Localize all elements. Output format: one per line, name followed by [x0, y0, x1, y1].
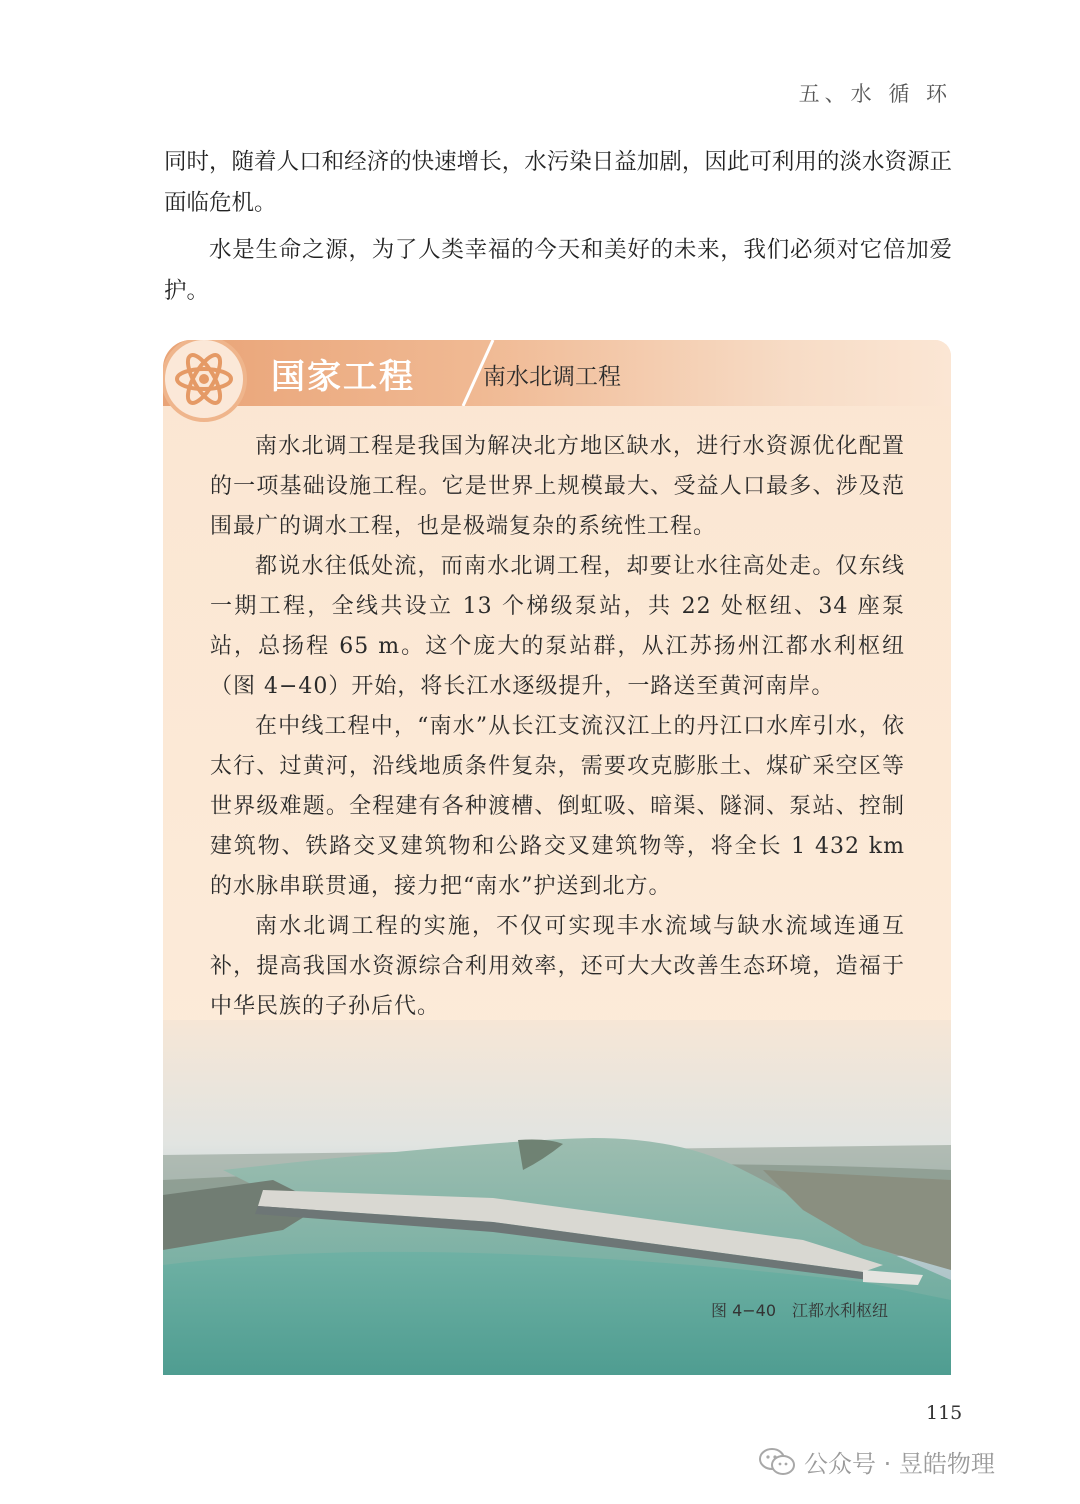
jiangdu-hub-photo [163, 1020, 951, 1375]
watermark [758, 1444, 995, 1479]
aerial-river-photo [163, 1020, 951, 1375]
watermark-text: 公众号 · 昱皓物理 [804, 1450, 995, 1478]
page-number: 115 [926, 1402, 963, 1424]
atom-icon [172, 347, 236, 411]
feature-body [210, 427, 905, 1027]
body-paragraph: 南水北调工程是我国为解决北方地区缺水，进行水资源优化配置的一项基础设施工程。它是世界上规模最大、受益人口最多、涉及范围最广的调水工程，也是极端复杂的系统性工程。 [210, 434, 905, 539]
intro-text [164, 142, 952, 318]
body-paragraph: 南水北调工程的实施，不仅可实现丰水流域与缺水流域连通互补，提高我国水资源综合利用效率，还可大大改善生态环境，造福于中华民族的子孙后代。 [210, 914, 905, 1019]
body-paragraph: 都说水往低处流，而南水北调工程，却要让水往高处走。仅东线一期工程，全线共设立 13 个梯级泵站，共 22 处枢纽、34 座泵站，总扬程 65 m。这个庞大的泵站群，从江苏扬州江都水利枢纽（图 4−40）开始，将长江水逐级提升，一路送至黄河南岸。 [210, 554, 906, 699]
feature-subtitle: 南水北调工程 [483, 364, 621, 390]
photo-caption: 图 4−40 江都水利枢纽 [711, 1301, 889, 1320]
chapter-header: 五、水 循 环 [798, 82, 952, 106]
body-paragraph: 在中线工程中，“南水”从长江支流汉江上的丹江口水库引水，依太行、过黄河，沿线地质条件复杂，需要攻克膨胀土、煤矿采空区等世界级难题。全程建有各种渡槽、倒虹吸、暗渠、隧洞、泵站、控制建筑物、铁路交叉建筑物和公路交叉建筑物等，将全长 1 432 km 的水脉串联贯通，接力把“南水”护送到北方。 [210, 714, 905, 899]
atom-badge [163, 340, 247, 422]
intro-paragraph: 同时，随着人口和经济的快速增长，水污染日益加剧，因此可利用的淡水资源正面临危机。 [164, 149, 952, 216]
wechat-icon [758, 1447, 796, 1477]
intro-paragraph: 水是生命之源，为了人类幸福的今天和美好的未来，我们必须对它倍加爱护。 [164, 237, 952, 304]
national-project-box [163, 340, 951, 1375]
feature-title: 国家工程 [271, 357, 415, 397]
